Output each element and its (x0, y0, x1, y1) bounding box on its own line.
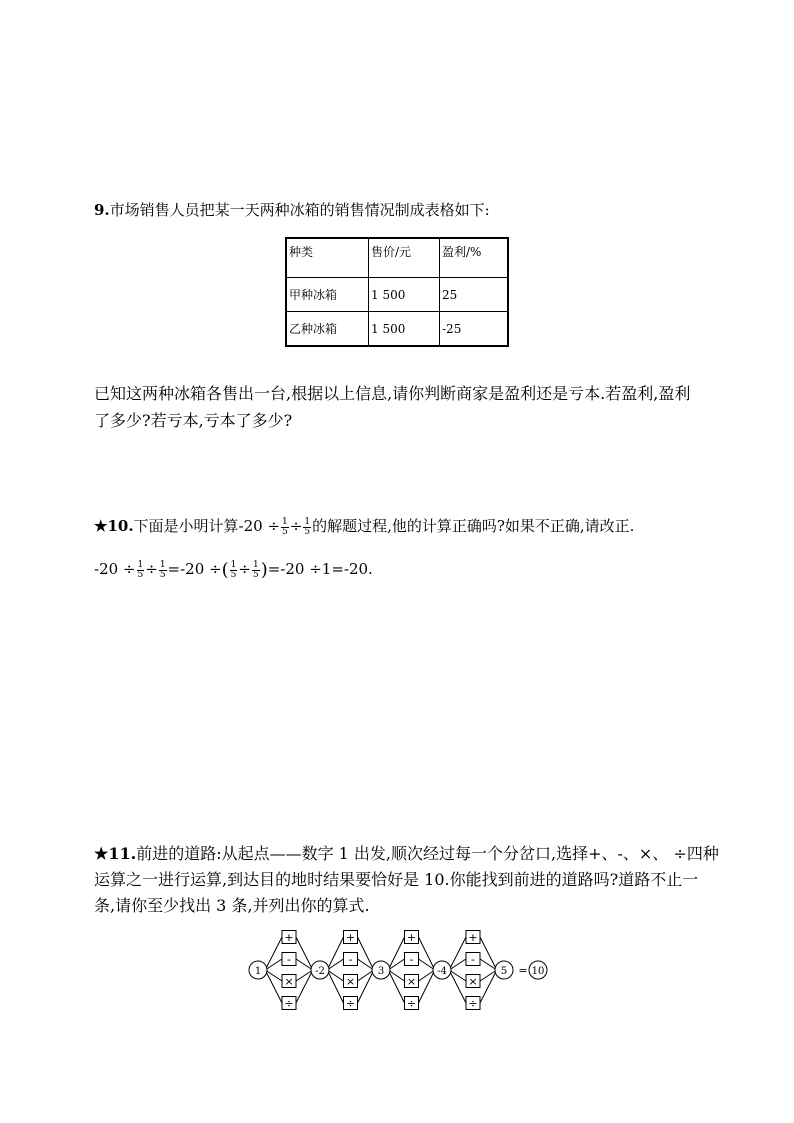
table-header-cell: 种类 (286, 238, 369, 278)
fraction-numerator: 1 (252, 559, 259, 570)
fraction-numerator: 1 (137, 559, 144, 570)
table-header-cell: 售价/元 (369, 238, 440, 278)
equals-sign: = (518, 964, 528, 977)
table-row (286, 312, 508, 347)
work-part: -20 ÷ (94, 560, 136, 578)
q10-prompt (94, 513, 634, 540)
operator-label: ÷ (345, 997, 356, 1010)
table-header-row (286, 238, 508, 278)
operator-label: × (345, 975, 356, 988)
operator-label: - (348, 953, 353, 966)
operator-label: + (468, 931, 478, 944)
table-cell: 1 500 (369, 312, 440, 347)
q9-prompt-text: 市场销售人员把某一天两种冰箱的销售情况制成表格如下: (109, 201, 490, 219)
fraction-denominator: 5 (230, 569, 237, 580)
table-cell: 甲种冰箱 (286, 278, 369, 312)
path-diagram (245, 924, 555, 1014)
operator-label: - (287, 953, 291, 966)
work-part: ÷ (238, 560, 251, 578)
fraction (281, 518, 289, 537)
target-node-label: 10 (531, 966, 545, 977)
operator-label: × (406, 975, 417, 988)
work-part: =-20 ÷1=-20. (267, 560, 373, 578)
q11-line-2: 运算之一进行运算,到达目的地时结果要恰好是 10.你能找到前进的道路吗?道路不止一 (94, 870, 699, 889)
q9-prompt (94, 197, 490, 224)
fraction (159, 561, 167, 580)
table-cell: 25 (440, 278, 509, 312)
work-part: =-20 ÷ (167, 560, 222, 578)
fraction (303, 518, 311, 537)
operator-label: + (284, 931, 294, 944)
q10-prompt-pre: 下面是小明计算-20 ÷ (133, 517, 281, 535)
operator-label: ÷ (468, 997, 478, 1010)
operator-label: + (406, 931, 417, 944)
operator-label: + (345, 931, 356, 944)
fraction-denominator: 5 (304, 526, 311, 537)
q10-prompt-div: ÷ (289, 517, 303, 535)
q11-line-1-text: 前进的道路:从起点——数字 1 出发,顺次经过每一个分岔口,选择+、-、×、 ÷四种 (136, 844, 719, 863)
table-header-cell: 盈利/% (440, 238, 509, 278)
table-cell: 1 500 (369, 278, 440, 312)
operator-label: - (471, 953, 475, 966)
fraction-denominator: 5 (159, 569, 166, 580)
q9-number: 9. (94, 201, 110, 219)
operator-label: - (409, 953, 414, 966)
fraction (137, 561, 145, 580)
number-node-label: -2 (315, 966, 325, 977)
number-node-label: 1 (254, 966, 262, 977)
q11-number: ★11. (94, 844, 137, 863)
fraction (230, 561, 238, 580)
q11-line-3: 条,请你至少找出 3 条,并列出你的算式. (94, 896, 370, 915)
fraction (252, 561, 260, 580)
operator-label: ÷ (406, 997, 417, 1010)
operator-label: × (284, 975, 294, 988)
fraction-numerator: 1 (159, 559, 166, 570)
fraction-denominator: 5 (282, 526, 288, 537)
fraction-numerator: 1 (282, 516, 288, 527)
q10-prompt-post: 的解题过程,他的计算正确吗?如果不正确,请改正. (312, 517, 635, 535)
operator-label: ÷ (284, 997, 294, 1010)
q9-question-line-1: 已知这两种冰箱各售出一台,根据以上信息,请你判断商家是盈利还是亏本.若盈利,盈利 (94, 384, 691, 403)
fraction-denominator: 5 (252, 569, 259, 580)
table-row (286, 278, 508, 312)
number-node-label: 3 (377, 966, 385, 977)
q10-work (94, 556, 373, 584)
fraction-denominator: 5 (137, 569, 144, 580)
q11-line-1 (94, 840, 719, 867)
operator-label: × (468, 975, 478, 988)
number-node-label: 5 (500, 966, 508, 977)
fraction-numerator: 1 (304, 516, 311, 527)
table-cell: 乙种冰箱 (286, 312, 369, 347)
table-cell: -25 (440, 312, 509, 347)
number-node-label: -4 (437, 966, 447, 977)
q10-number: ★10. (94, 517, 134, 535)
sales-table (285, 237, 509, 347)
fraction-numerator: 1 (230, 559, 237, 570)
paren-close: ) (260, 559, 268, 581)
paren-open: ( (221, 559, 229, 581)
work-part: ÷ (145, 560, 158, 578)
q9-question-line-2: 了多少?若亏本,亏本了多少? (94, 411, 293, 430)
